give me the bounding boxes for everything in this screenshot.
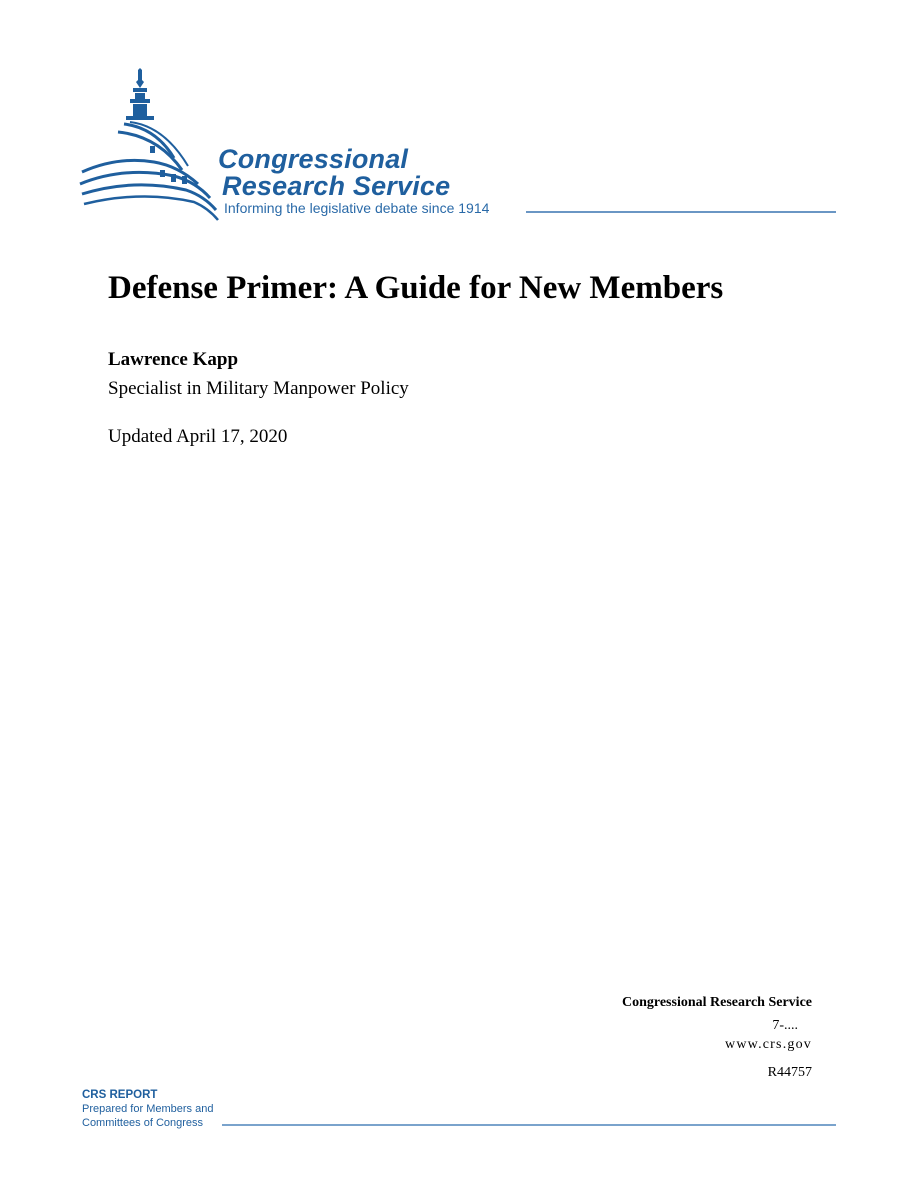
tagline-divider bbox=[526, 211, 836, 213]
contact-code: 7-.... bbox=[772, 1018, 798, 1033]
tagline: Informing the legislative debate since 1914 bbox=[224, 200, 490, 216]
footer-line1: Prepared for Members and bbox=[82, 1103, 214, 1115]
author-name: Lawrence Kapp bbox=[108, 349, 239, 370]
contact-organization: Congressional Research Service bbox=[621, 995, 812, 1010]
document-title: Defense Primer: A Guide for New Members bbox=[108, 270, 724, 306]
report-number: R44757 bbox=[767, 1065, 812, 1080]
crs-logo bbox=[78, 66, 838, 222]
footer-divider bbox=[222, 1124, 836, 1126]
organization-name bbox=[218, 146, 450, 200]
crs-report-footer bbox=[82, 1088, 213, 1130]
footer-label: CRS REPORT bbox=[82, 1089, 158, 1101]
organization-name-line1: Congressional bbox=[218, 144, 409, 174]
capitol-dome-icon bbox=[78, 66, 228, 222]
website-link[interactable]: www.crs.gov bbox=[725, 1037, 812, 1052]
author-role: Specialist in Military Manpower Policy bbox=[108, 378, 409, 399]
organization-name-line2: Research Service bbox=[222, 171, 451, 201]
updated-date: Updated April 17, 2020 bbox=[108, 426, 288, 447]
contact-block bbox=[622, 993, 812, 1082]
footer-line2: Committees of Congress bbox=[82, 1117, 204, 1129]
